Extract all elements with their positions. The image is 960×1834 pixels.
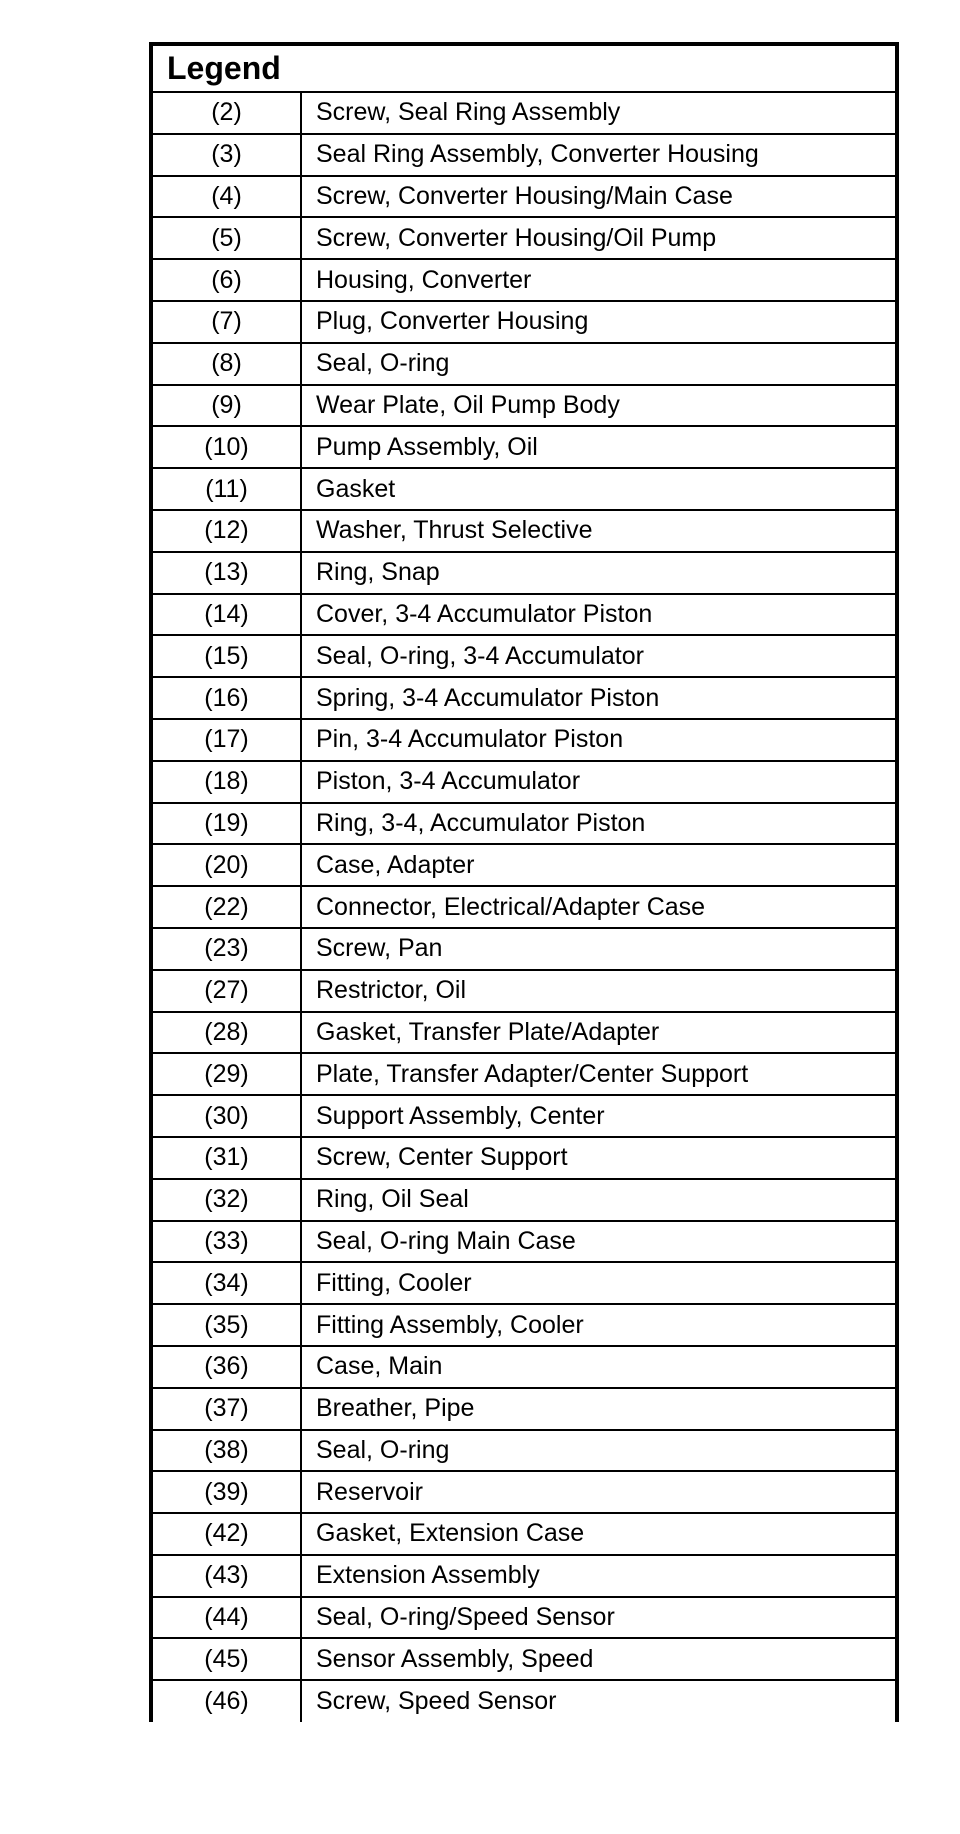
legend-item-number: (30) [151, 1095, 301, 1137]
legend-item-description: Wear Plate, Oil Pump Body [301, 385, 897, 427]
legend-title: Legend [151, 44, 897, 92]
legend-item-number: (2) [151, 92, 301, 134]
legend-item-number: (38) [151, 1430, 301, 1472]
legend-row [151, 1053, 897, 1095]
legend-row [151, 677, 897, 719]
legend-row [151, 176, 897, 218]
legend-item-description: Screw, Converter Housing/Oil Pump [301, 217, 897, 259]
legend-item-number: (17) [151, 719, 301, 761]
legend-row [151, 886, 897, 928]
legend-item-description: Plate, Transfer Adapter/Center Support [301, 1053, 897, 1095]
legend-item-description: Reservoir [301, 1471, 897, 1513]
legend-item-description: Breather, Pipe [301, 1388, 897, 1430]
legend-item-number: (36) [151, 1346, 301, 1388]
legend-row [151, 1012, 897, 1054]
legend-item-description: Ring, Oil Seal [301, 1179, 897, 1221]
legend-row [151, 1555, 897, 1597]
legend-item-description: Case, Main [301, 1346, 897, 1388]
legend-item-number: (32) [151, 1179, 301, 1221]
legend-item-number: (9) [151, 385, 301, 427]
legend-table [149, 42, 899, 1722]
legend-item-description: Fitting Assembly, Cooler [301, 1304, 897, 1346]
legend-item-number: (15) [151, 635, 301, 677]
legend-row [151, 343, 897, 385]
legend-item-description: Gasket, Extension Case [301, 1513, 897, 1555]
legend-row [151, 385, 897, 427]
legend-item-description: Restrictor, Oil [301, 970, 897, 1012]
legend-item-number: (7) [151, 301, 301, 343]
legend-row [151, 1095, 897, 1137]
legend-item-description: Screw, Center Support [301, 1137, 897, 1179]
legend-item-number: (4) [151, 176, 301, 218]
legend-item-number: (27) [151, 970, 301, 1012]
legend-item-number: (28) [151, 1012, 301, 1054]
legend-item-number: (35) [151, 1304, 301, 1346]
legend-row [151, 1471, 897, 1513]
legend-row [151, 719, 897, 761]
legend-item-description: Pin, 3-4 Accumulator Piston [301, 719, 897, 761]
legend-item-number: (16) [151, 677, 301, 719]
legend-row [151, 1262, 897, 1304]
legend-item-description: Screw, Converter Housing/Main Case [301, 176, 897, 218]
legend-row [151, 928, 897, 970]
legend-row [151, 803, 897, 845]
legend-item-number: (8) [151, 343, 301, 385]
legend-item-description: Piston, 3-4 Accumulator [301, 761, 897, 803]
legend-item-description: Ring, 3-4, Accumulator Piston [301, 803, 897, 845]
legend-item-description: Spring, 3-4 Accumulator Piston [301, 677, 897, 719]
legend-item-number: (33) [151, 1221, 301, 1263]
legend-row [151, 1388, 897, 1430]
legend-item-description: Extension Assembly [301, 1555, 897, 1597]
legend-row [151, 426, 897, 468]
legend-item-description: Sensor Assembly, Speed [301, 1638, 897, 1680]
legend-row [151, 217, 897, 259]
legend-item-number: (31) [151, 1137, 301, 1179]
legend-row [151, 635, 897, 677]
legend-item-description: Ring, Snap [301, 552, 897, 594]
legend-item-number: (37) [151, 1388, 301, 1430]
legend-item-number: (13) [151, 552, 301, 594]
legend-row [151, 1638, 897, 1680]
legend-item-number: (3) [151, 134, 301, 176]
legend-row [151, 1680, 897, 1722]
legend-item-number: (12) [151, 510, 301, 552]
legend-item-description: Seal, O-ring, 3-4 Accumulator [301, 635, 897, 677]
legend-item-number: (42) [151, 1513, 301, 1555]
legend-item-number: (45) [151, 1638, 301, 1680]
legend-header-row [151, 44, 897, 92]
legend-item-description: Washer, Thrust Selective [301, 510, 897, 552]
legend-item-number: (29) [151, 1053, 301, 1095]
legend-row [151, 468, 897, 510]
legend-item-description: Housing, Converter [301, 259, 897, 301]
legend-item-number: (19) [151, 803, 301, 845]
legend-item-number: (10) [151, 426, 301, 468]
legend-row [151, 1513, 897, 1555]
legend-item-number: (43) [151, 1555, 301, 1597]
legend-item-number: (14) [151, 594, 301, 636]
legend-item-description: Screw, Speed Sensor [301, 1680, 897, 1722]
legend-row [151, 761, 897, 803]
legend-row [151, 301, 897, 343]
legend-row [151, 1137, 897, 1179]
legend-row [151, 510, 897, 552]
legend-row [151, 1597, 897, 1639]
legend-item-number: (46) [151, 1680, 301, 1722]
legend-item-description: Plug, Converter Housing [301, 301, 897, 343]
legend-item-description: Screw, Seal Ring Assembly [301, 92, 897, 134]
legend-row [151, 259, 897, 301]
legend-row [151, 844, 897, 886]
legend-row [151, 134, 897, 176]
legend-row [151, 594, 897, 636]
legend-item-description: Case, Adapter [301, 844, 897, 886]
legend-row [151, 1221, 897, 1263]
legend-item-description: Seal, O-ring Main Case [301, 1221, 897, 1263]
legend-item-description: Seal, O-ring/Speed Sensor [301, 1597, 897, 1639]
legend-item-description: Seal, O-ring [301, 1430, 897, 1472]
legend-item-number: (6) [151, 259, 301, 301]
legend-row [151, 1304, 897, 1346]
legend-item-description: Fitting, Cooler [301, 1262, 897, 1304]
legend-row [151, 1346, 897, 1388]
legend-row [151, 970, 897, 1012]
legend-item-description: Connector, Electrical/Adapter Case [301, 886, 897, 928]
legend-item-number: (44) [151, 1597, 301, 1639]
legend-item-description: Cover, 3-4 Accumulator Piston [301, 594, 897, 636]
legend-item-number: (34) [151, 1262, 301, 1304]
legend-item-number: (22) [151, 886, 301, 928]
legend-item-description: Seal Ring Assembly, Converter Housing [301, 134, 897, 176]
legend-row [151, 1430, 897, 1472]
legend-body [151, 92, 897, 1722]
legend-row [151, 1179, 897, 1221]
legend-item-description: Support Assembly, Center [301, 1095, 897, 1137]
legend-row [151, 552, 897, 594]
legend-item-number: (5) [151, 217, 301, 259]
legend-row [151, 92, 897, 134]
legend-item-number: (23) [151, 928, 301, 970]
legend-item-description: Seal, O-ring [301, 343, 897, 385]
legend-item-description: Screw, Pan [301, 928, 897, 970]
legend-item-description: Gasket [301, 468, 897, 510]
legend-item-number: (11) [151, 468, 301, 510]
legend-item-description: Gasket, Transfer Plate/Adapter [301, 1012, 897, 1054]
legend-item-description: Pump Assembly, Oil [301, 426, 897, 468]
legend-item-number: (20) [151, 844, 301, 886]
legend-item-number: (18) [151, 761, 301, 803]
legend-item-number: (39) [151, 1471, 301, 1513]
